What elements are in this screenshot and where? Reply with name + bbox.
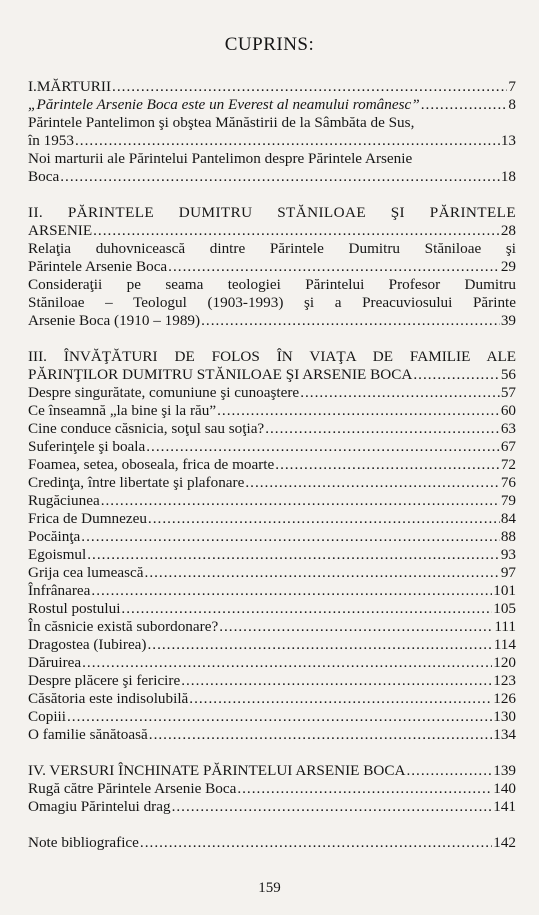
dot-leader (67, 708, 492, 726)
toc-entry-text: I.MĂRTURII (28, 78, 112, 95)
toc-page-number: 67 (500, 438, 516, 455)
toc-section-3-heading[interactable]: III. ÎNVĂŢĂTURI DE FOLOS ÎN VIAŢA DE FAMILIE ALE (28, 348, 516, 365)
toc-entry-text: Dragostea (Iubirea) (28, 636, 147, 653)
dot-leader (148, 510, 500, 528)
toc-entry-text-line[interactable]: Consideraţii pe seama teologiei Părintelui Profesor Dumitru (28, 276, 516, 293)
dot-leader (112, 78, 507, 96)
toc-page-number: 57 (500, 384, 516, 401)
toc-page-number: 93 (500, 546, 516, 563)
toc-entry[interactable] (28, 780, 516, 798)
toc-entry[interactable] (28, 690, 516, 708)
toc-entry-text: PĂRINŢILOR DUMITRU STĂNILOAE ŞI ARSENIE BOCA (28, 366, 413, 383)
toc-entry-text: Despre plăcere şi fericire (28, 672, 181, 689)
toc-page-number: 29 (500, 258, 516, 275)
dot-leader (149, 726, 492, 744)
toc-entry-text: Frica de Dumnezeu (28, 510, 147, 527)
toc-page-number: 76 (500, 474, 516, 491)
toc-page-number: 105 (493, 600, 516, 617)
toc-page-number: 39 (500, 312, 516, 329)
page-number: 159 (258, 880, 281, 896)
toc-entry-text: Înfrânarea (28, 582, 91, 599)
toc-entry-text: Arsenie Boca (1910 – 1989) (28, 312, 201, 329)
toc-entry-text-line[interactable]: Noi marturii ale Părintelui Pantelimon despre Părintele Arsenie (28, 150, 413, 167)
dot-leader (121, 600, 492, 618)
dot-leader (237, 780, 492, 798)
toc-page-number: 141 (493, 798, 516, 815)
toc-entry-text: Căsătoria este indisolubilă (28, 690, 189, 707)
toc-page-number: 18 (500, 168, 516, 185)
toc-page-number: 79 (500, 492, 516, 509)
dot-leader (265, 420, 500, 438)
dot-leader (101, 492, 500, 510)
dot-leader (81, 528, 500, 546)
toc-page-number: 7 (508, 78, 516, 95)
toc-entry[interactable] (28, 672, 516, 690)
toc-entry[interactable] (28, 618, 516, 636)
toc-entry-text: Cine conduce căsnicia, soţul sau soţia? (28, 420, 265, 437)
toc-entry-text: Omagiu Părintelui drag (28, 798, 171, 815)
toc-entry[interactable] (28, 654, 516, 672)
dot-leader (300, 384, 500, 402)
dot-leader (93, 222, 500, 240)
dot-leader (91, 582, 492, 600)
toc-page-number: 134 (493, 726, 516, 743)
dot-leader (140, 834, 492, 852)
toc-entry-text: Părintele Arsenie Boca (28, 258, 168, 275)
toc-page-number: 63 (500, 420, 516, 437)
toc-entry-text-line[interactable]: Stăniloae – Teologul (1903-1993) şi a Preacuviosului Părinte (28, 294, 516, 311)
dot-leader (145, 564, 500, 582)
toc-entry[interactable] (28, 636, 516, 654)
toc-page-number: 13 (500, 132, 516, 149)
toc-entry-text-line[interactable]: Relaţia duhovnicească dintre Părintele Dumitru Stăniloae şi (28, 240, 516, 257)
dot-leader (147, 636, 492, 654)
dot-leader (201, 312, 500, 330)
toc-entry-text: În căsnicie există subordonare? (28, 618, 219, 635)
toc-entry-text: Boca (28, 168, 60, 185)
toc-page-number: 114 (493, 636, 516, 653)
dot-leader (168, 258, 500, 276)
dot-leader (82, 654, 492, 672)
toc-entry[interactable] (28, 222, 516, 240)
dot-leader (189, 690, 492, 708)
toc-page-number: 101 (493, 582, 516, 599)
toc-entry-text: Rostul postului (28, 600, 121, 617)
toc-page-number: 120 (493, 654, 516, 671)
toc-entry-text: Pocăinţa (28, 528, 81, 545)
toc-section-2-heading[interactable]: II. PĂRINTELE DUMITRU STĂNILOAE ŞI PĂRINTELE (28, 204, 516, 221)
toc-entry[interactable] (28, 96, 516, 114)
toc-entry-text: Credinţa, între libertate şi plafonare (28, 474, 245, 491)
toc-entry[interactable] (28, 474, 516, 492)
dot-leader (217, 402, 500, 420)
toc-entry[interactable] (28, 600, 516, 618)
toc-entry-text: Foamea, setea, oboseala, frica de moarte (28, 456, 275, 473)
toc-page-number: 28 (500, 222, 516, 239)
toc-entry[interactable] (28, 132, 516, 150)
toc-entry[interactable] (28, 582, 516, 600)
toc-page-number: 84 (500, 510, 516, 527)
toc-page-number: 142 (493, 834, 516, 851)
toc-page-number: 8 (508, 96, 516, 113)
toc-entry-text-line[interactable]: Părintele Pantelimon şi obştea Mănăstirii de la Sâmbăta de Sus, (28, 114, 415, 131)
toc-page-number: 123 (493, 672, 516, 689)
toc-entry[interactable] (28, 438, 516, 456)
toc-entry[interactable] (28, 492, 516, 510)
toc-entry-text: Copiii (28, 708, 66, 725)
toc-entry[interactable] (28, 528, 516, 546)
toc-entry-text: Suferinţele şi boala (28, 438, 146, 455)
toc-page-number: 140 (493, 780, 516, 797)
toc-entry[interactable] (28, 384, 516, 402)
dot-leader (146, 438, 500, 456)
toc-page-number: 97 (500, 564, 516, 581)
toc-entry-text: ARSENIE (28, 222, 93, 239)
dot-leader (181, 672, 492, 690)
toc-page-number: 56 (500, 366, 516, 383)
toc-entry-text: Note bibliografice (28, 834, 139, 851)
toc-page-number: 88 (500, 528, 516, 545)
toc-entry[interactable] (28, 798, 516, 816)
dot-leader (75, 132, 500, 150)
toc-entry-text: Rugăciunea (28, 492, 100, 509)
toc-entry-text: Egoismul (28, 546, 87, 563)
toc-entry[interactable] (28, 168, 516, 186)
toc-entry[interactable] (28, 726, 516, 744)
dot-leader (60, 168, 500, 186)
toc-entry[interactable] (28, 312, 516, 330)
toc-entry-text: Rugă către Părintele Arsenie Boca (28, 780, 237, 797)
toc-page-number: 139 (493, 762, 516, 779)
toc-entry-text: Dăruirea (28, 654, 82, 671)
toc-page-number: 126 (493, 690, 516, 707)
toc-entry-text: în 1953 (28, 132, 74, 149)
toc-section-1-heading[interactable] (28, 78, 516, 96)
toc-page-number: 130 (493, 708, 516, 725)
dot-leader (172, 798, 493, 816)
toc-page-number: 72 (500, 456, 516, 473)
dot-leader (219, 618, 493, 636)
toc-entry[interactable] (28, 258, 516, 276)
toc-page-number: 60 (500, 402, 516, 419)
toc-entry[interactable] (28, 564, 516, 582)
dot-leader (413, 366, 499, 384)
dot-leader (87, 546, 500, 564)
dot-leader (406, 762, 492, 780)
toc-entry[interactable] (28, 456, 516, 474)
table-of-contents (28, 78, 516, 852)
toc-entry[interactable] (28, 366, 516, 384)
toc-entry-text: Ce înseamnă „la bine şi la rău” (28, 402, 217, 419)
page-title: CUPRINS: (224, 34, 315, 55)
toc-entry-text: O familie sănătoasă (28, 726, 148, 743)
toc-entry-text: „Părintele Arsenie Boca este un Everest al neamului românesc” (28, 96, 420, 113)
toc-entry-text: Grija cea lumească (28, 564, 144, 581)
toc-notes-entry[interactable] (28, 834, 516, 852)
dot-leader (275, 456, 500, 474)
dot-leader (245, 474, 499, 492)
toc-entry[interactable] (28, 402, 516, 420)
toc-entry-text: Despre singurătate, comuniune şi cunoaştere (28, 384, 300, 401)
toc-entry[interactable] (28, 420, 516, 438)
toc-entry[interactable] (28, 546, 516, 564)
toc-entry[interactable] (28, 510, 516, 528)
toc-entry-text: IV. VERSURI ÎNCHINATE PĂRINTELUI ARSENIE BOCA (28, 762, 406, 779)
dot-leader (421, 96, 508, 114)
toc-section-4-heading[interactable] (28, 762, 516, 780)
toc-entry[interactable] (28, 708, 516, 726)
toc-page-number: 111 (494, 618, 516, 635)
